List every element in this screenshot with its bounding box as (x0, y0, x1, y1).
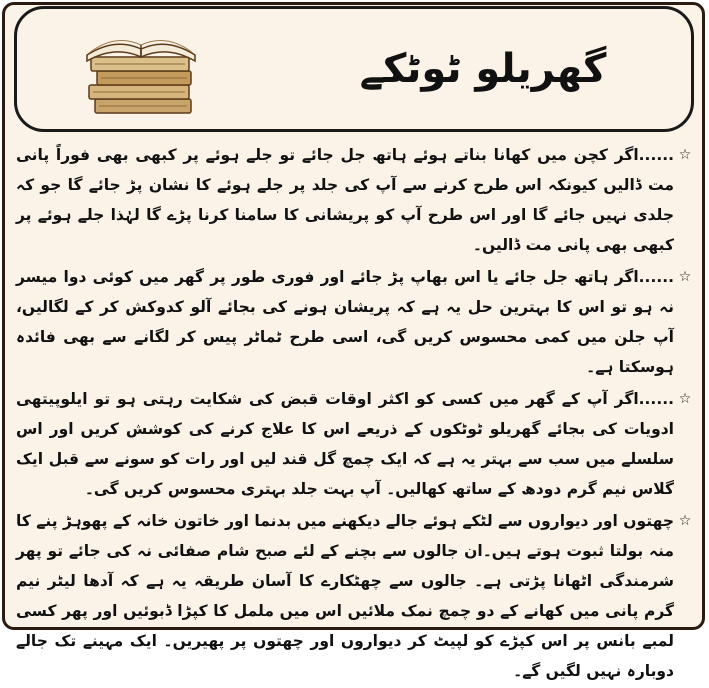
tip-text: ......اگر کچن میں کھانا بناتے ہوئے ہاتھ جل جائے تو جلے ہوئے پر کبھی بھی فوراً پانی مت ڈالیں کیونکہ اس طرح کرنے سے آپ کی جلد پر جلے ہوئے کا نشان پڑ جائے گا جو کہ جلدی نہیں جائے گا اور اس طرح آپ کو پریشانی کا سامنا کرنا پڑے گا لہٰذا جلے ہوئے پر کبھی بھی پانی مت ڈالیں۔ (16, 146, 674, 254)
tip-text: ......اگر ہاتھ جل جائے یا اس بھاپ پڑ جائے اور فوری طور پر گھر میں کوئی دوا میسر نہ ہو تو اس کا بہترین حل یہ ہے کہ پریشان ہونے کی بجائے آلو کدوکش کر کے لگالیں، آپ جلن میں کمی محسوس کریں گی، اسی طرح ٹماٹر پیس کر لگانے سے بھی فائدہ ہوسکتا ہے۔ (16, 268, 674, 376)
star-bullet-icon: ☆ (678, 269, 692, 285)
star-bullet-icon: ☆ (678, 391, 692, 407)
tip-text: ......اگر آپ کے گھر میں کسی کو اکثر اوقات قبض کی شکایت رہتی ہو تو ایلوپیتھی ادویات کی بجائے گھریلو ٹوٹکوں کے ذریعے اس کا علاج کرنے کی کوشش کریں اور اس سلسلے میں سب سے بہتر یہ ہے کہ ایک چمچ گل قند لیں اور رات کو سونے سے قبل ایک گلاس نیم گرم دودھ کے ساتھ کھالیں۔ آپ بہت جلد بہتری محسوس کریں گی۔ (16, 390, 674, 498)
open-books-stack-icon (77, 23, 207, 123)
tip-paragraph (16, 506, 694, 686)
tip-paragraph (16, 262, 694, 382)
header-banner (14, 6, 694, 132)
tip-text: چھتوں اور دیواروں سے لٹکے ہوئے جالے دیکھنے میں بدنما اور خاتون خانہ کے پھوہڑ پنے کا منہ بولتا ثبوت ہوتے ہیں۔ان جالوں سے بچنے کے لئے صبح شام صفائی نہ کی جائے تو پھر شرمندگی اٹھانا پڑتی ہے۔ جالوں سے چھٹکارے کا آسان طریقہ یہ ہے کہ آدھا لیٹر نیم گرم پانی میں کھانے کے دو چمچ نمک ملائیں اس میں ململ کا کپڑا ڈبوئیں اور پھر کسی لمبے بانس پر اس کپڑے کو لپیٹ کر دیواروں اور چھتوں پر پھیریں۔ ایک مہینے تک جالے دوبارہ نہیں لگیں گے۔ (16, 512, 674, 680)
page-title: گھریلو ٹوٹکے (359, 46, 607, 92)
star-bullet-icon: ☆ (678, 147, 692, 163)
tip-paragraph (16, 384, 694, 504)
star-bullet-icon: ☆ (678, 513, 692, 529)
tips-list (16, 140, 694, 688)
tip-paragraph (16, 140, 694, 260)
